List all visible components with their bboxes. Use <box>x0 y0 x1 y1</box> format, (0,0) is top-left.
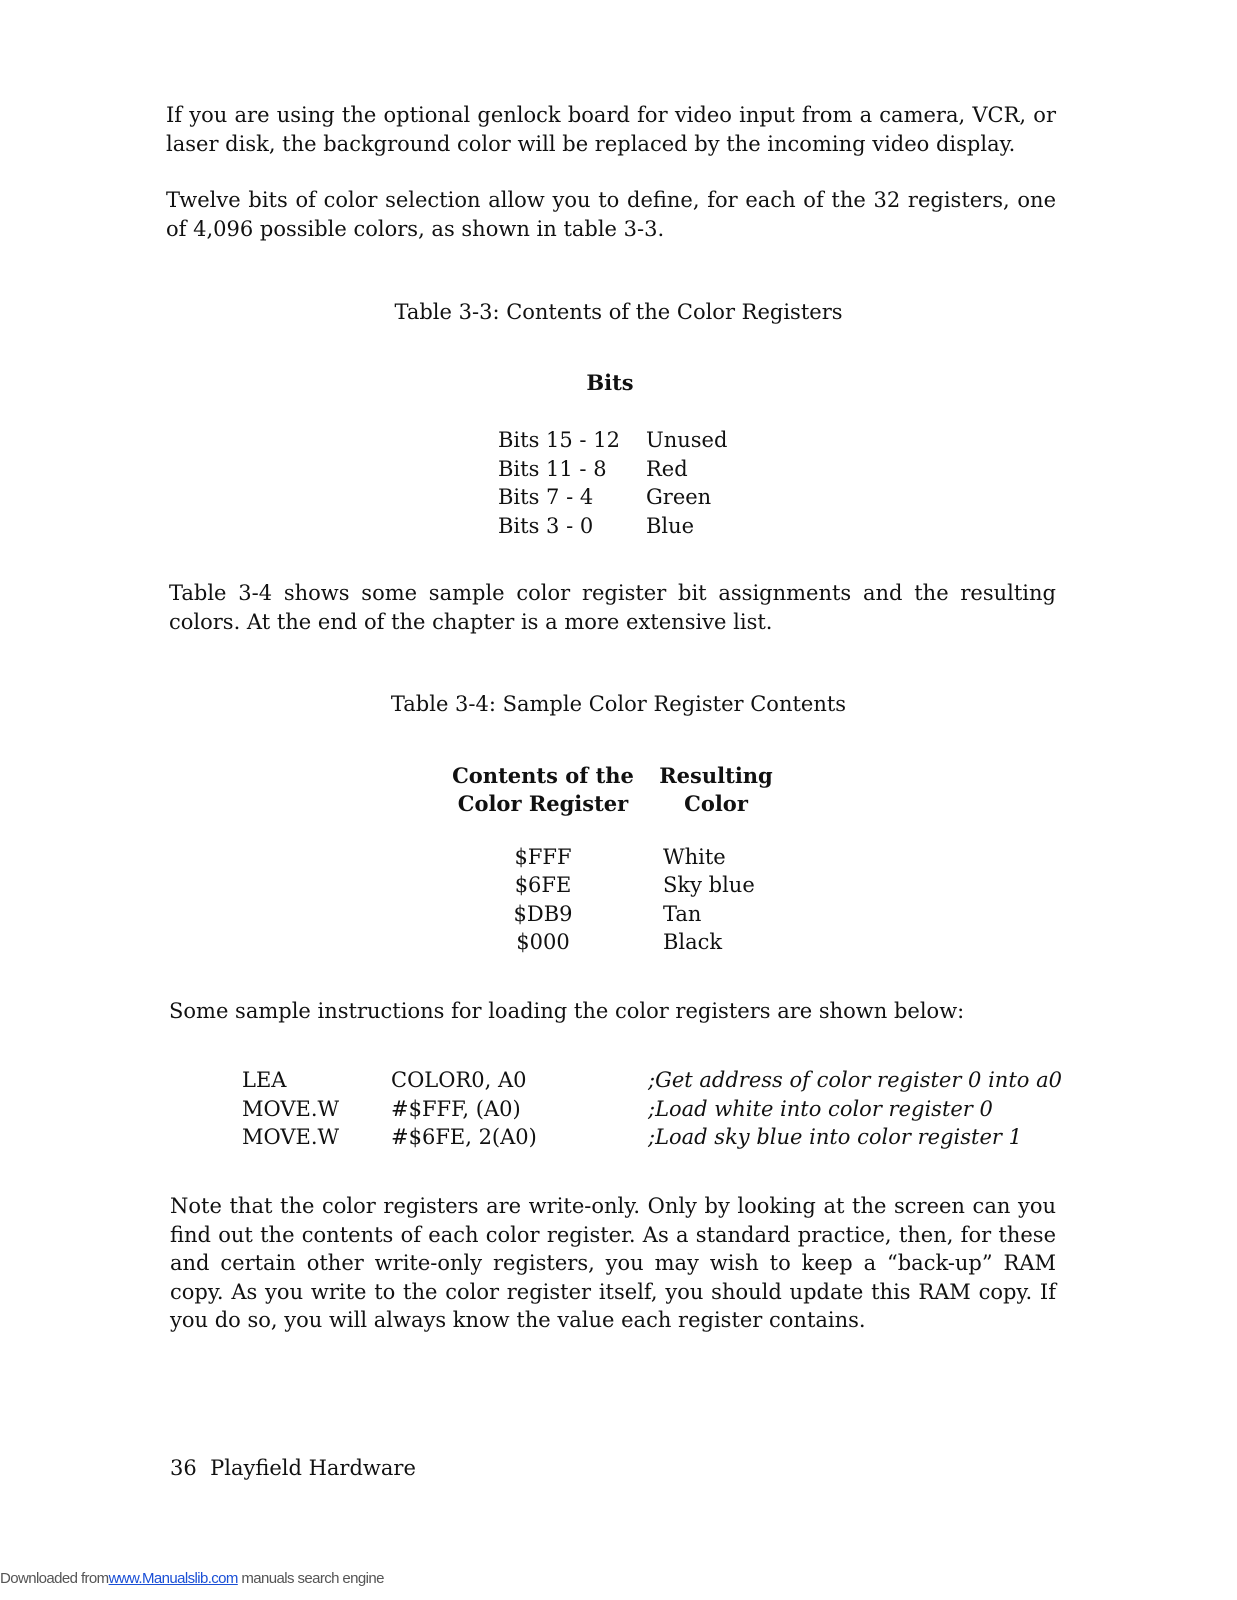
table-3-4-caption: Table 3-4: Sample Color Register Contents <box>390 692 847 716</box>
register-value-cell: $FFF <box>514 845 572 869</box>
register-value-cell: $000 <box>516 929 570 954</box>
table-3-3-header: Bits <box>586 370 634 395</box>
table-row <box>498 512 727 541</box>
code-operands: #$6FE, 2(A0) <box>391 1125 537 1149</box>
bits-use-cell: Unused <box>646 428 728 452</box>
table-3-4-header-color <box>650 762 782 818</box>
section-title: Playfield Hardware <box>210 1456 416 1480</box>
bits-range-cell: Bits 3 - 0 <box>498 513 594 538</box>
table-3-3-caption: Table 3-3: Contents of the Color Registers <box>394 300 843 324</box>
code-line <box>242 1066 1062 1095</box>
table-3-4-intro-paragraph: Table 3-4 shows some sample color register bit assignments and the resulting colors. At the end of the chapter is a more extensive list. <box>169 581 1056 634</box>
page-number: 36 <box>170 1456 197 1480</box>
table-3-4-header-contents <box>440 762 646 818</box>
table-row <box>440 871 755 899</box>
code-operands: COLOR0, A0 <box>391 1068 527 1092</box>
register-value-cell: $6FE <box>514 873 572 898</box>
code-line <box>242 1123 1062 1152</box>
page-footer <box>170 1456 416 1480</box>
genlock-paragraph: If you are using the optional genlock board for video input from a camera, VCR, or laser disk, the background color will be replaced by the incoming video display. <box>166 103 1056 156</box>
table-row <box>498 483 727 512</box>
resulting-color-cell: White <box>663 845 726 869</box>
bits-use-cell: Green <box>646 485 712 509</box>
resulting-color-cell: Black <box>663 929 723 954</box>
code-opcode: MOVE.W <box>242 1125 340 1149</box>
header-line: Color Register <box>457 791 629 816</box>
manualslib-link[interactable]: www.Manualslib.com <box>108 1570 238 1587</box>
bits-range-cell: Bits 15 - 12 <box>498 428 620 452</box>
code-comment: ;Load white into color register 0 <box>648 1096 993 1121</box>
table-row <box>440 928 755 956</box>
code-line <box>242 1095 1062 1124</box>
code-opcode: LEA <box>242 1068 287 1092</box>
code-operands: #$FFF, (A0) <box>391 1096 521 1121</box>
bits-use-cell: Blue <box>646 513 695 538</box>
header-line: Resulting <box>659 763 773 788</box>
download-bar <box>0 1570 384 1587</box>
bits-range-cell: Bits 11 - 8 <box>498 456 607 481</box>
bits-use-cell: Red <box>646 456 688 481</box>
code-comment: ;Load sky blue into color register 1 <box>648 1125 1022 1149</box>
table-row <box>440 843 755 871</box>
header-line: Color <box>684 791 748 816</box>
write-only-note-paragraph: Note that the color registers are write-only. Only by looking at the screen can you find out the contents of each color register. As a standard practice, then, for these and certain other write-only registers, you may wish to keep a “back-up” RAM copy. As you write to the color register itself, you should update this RAM copy. If you do so, you will always know the value each register contains. <box>170 1194 1056 1332</box>
table-3-4 <box>440 843 755 956</box>
sample-instructions-paragraph: Some sample instructions for loading the color registers are shown below: <box>169 999 965 1023</box>
register-value-cell: $DB9 <box>513 901 573 926</box>
twelve-bits-paragraph: Twelve bits of color selection allow you to define, for each of the 32 registers, one of 4,096 possible colors, as shown in table 3-3. <box>166 188 1056 241</box>
download-prefix: Downloaded from <box>0 1570 109 1587</box>
table-row <box>498 455 727 484</box>
code-comment: ;Get address of color register 0 into a0 <box>648 1068 1062 1092</box>
bits-range-cell: Bits 7 - 4 <box>498 485 594 509</box>
resulting-color-cell: Sky blue <box>663 873 755 898</box>
code-listing <box>242 1066 1062 1152</box>
code-opcode: MOVE.W <box>242 1096 340 1121</box>
table-row <box>498 426 727 455</box>
header-line: Contents of the <box>452 763 634 788</box>
resulting-color-cell: Tan <box>663 901 702 926</box>
table-row <box>440 900 755 928</box>
table-3-3 <box>498 426 727 540</box>
download-suffix: manuals search engine <box>237 1570 384 1587</box>
